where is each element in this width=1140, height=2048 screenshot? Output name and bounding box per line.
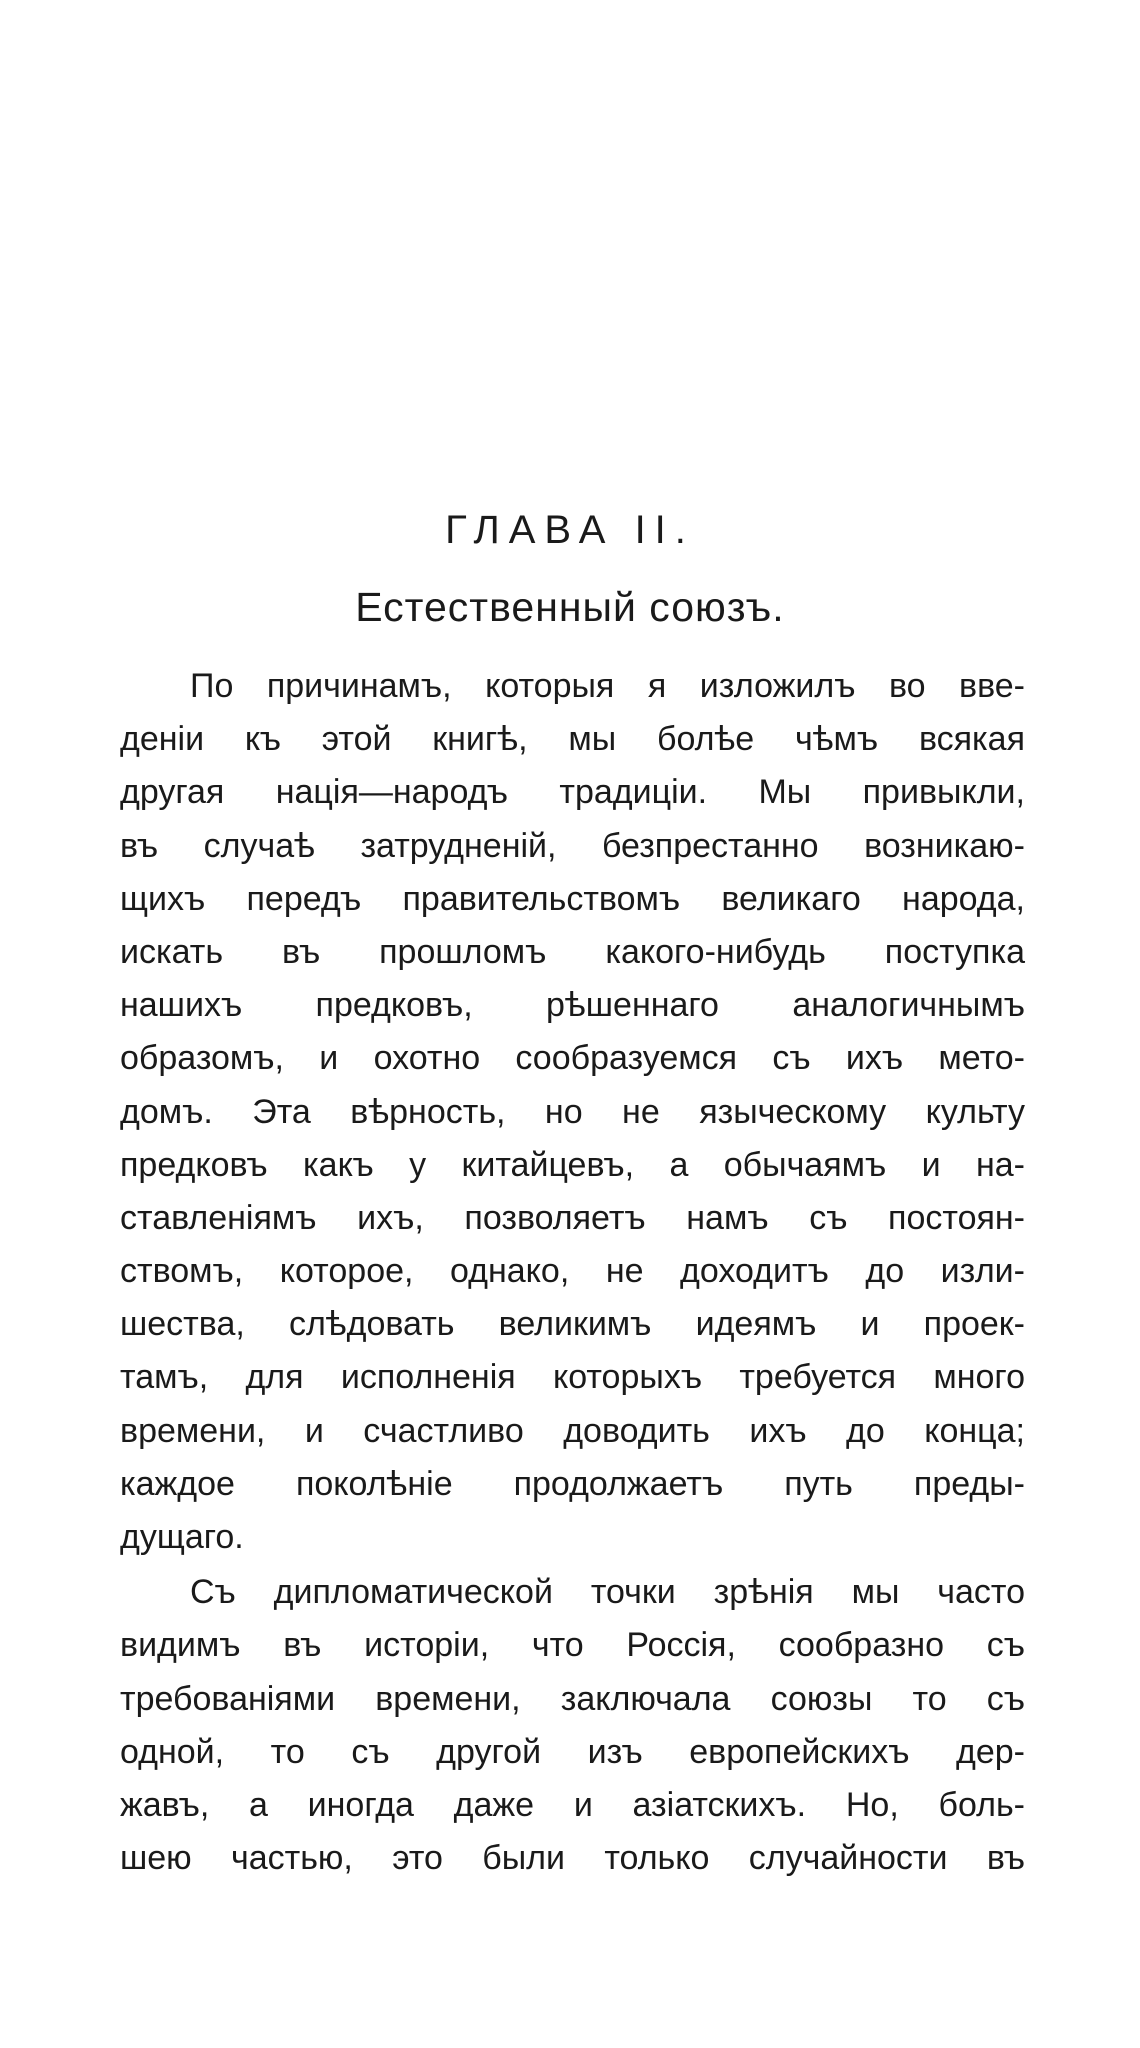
text-line: видимъ въ исторіи, что Россія, сообразно съ (120, 1626, 1025, 1665)
text-line: нашихъ предковъ, рѣшеннаго аналогичнымъ (120, 986, 1025, 1025)
text-line: требованіями времени, заключала союзы то съ (120, 1679, 1025, 1718)
body-text (120, 660, 1025, 1885)
chapter-heading: ГЛАВА II. (445, 508, 695, 552)
text-line: шества, слѣдовать великимъ идеямъ и проек- (120, 1305, 1025, 1344)
text-line: предковъ какъ у китайцевъ, а обычаямъ и на- (120, 1145, 1025, 1184)
text-line: искать въ прошломъ какого-нибудь поступка (120, 932, 1025, 971)
text-line: другая нація—народъ традиціи. Мы привыкли, (120, 773, 1025, 812)
text-line: каждое поколѣніе продолжаетъ путь преды- (120, 1464, 1025, 1503)
text-line: шею частью, это были только случайности въ (120, 1839, 1025, 1878)
paragraph-2 (120, 1566, 1025, 1885)
text-line: тамъ, для исполненія которыхъ требуется много (120, 1358, 1025, 1397)
text-line: образомъ, и охотно сообразуемся съ ихъ мето- (120, 1039, 1025, 1078)
text-line: ставленіямъ ихъ, позволяетъ намъ съ постоян- (120, 1198, 1025, 1237)
text-line: дущаго. (120, 1518, 244, 1556)
text-line: деніи къ этой книгѣ, мы болѣе чѣмъ всякая (120, 720, 1025, 759)
text-line: домъ. Эта вѣрность, но не языческому культу (120, 1092, 1025, 1131)
text-line: въ случаѣ затрудненій, безпрестанно возникаю- (120, 826, 1025, 865)
paragraph-1 (120, 660, 1025, 1564)
text-line: По причинамъ, которыя я изложилъ во вве- (190, 667, 1025, 705)
text-line: одной, то съ другой изъ европейскихъ дер- (120, 1732, 1025, 1771)
text-line: времени, и счастливо доводить ихъ до конца; (120, 1411, 1025, 1450)
text-line: ствомъ, которое, однако, не доходитъ до изли- (120, 1252, 1025, 1291)
text-line: Съ дипломатической точки зрѣнія мы часто (190, 1573, 1025, 1612)
text-line: щихъ передъ правительствомъ великаго народа, (120, 879, 1025, 918)
text-line: жавъ, а иногда даже и азіатскихъ. Но, боль- (120, 1785, 1025, 1824)
chapter-title: Естественный союзъ. (355, 584, 785, 630)
